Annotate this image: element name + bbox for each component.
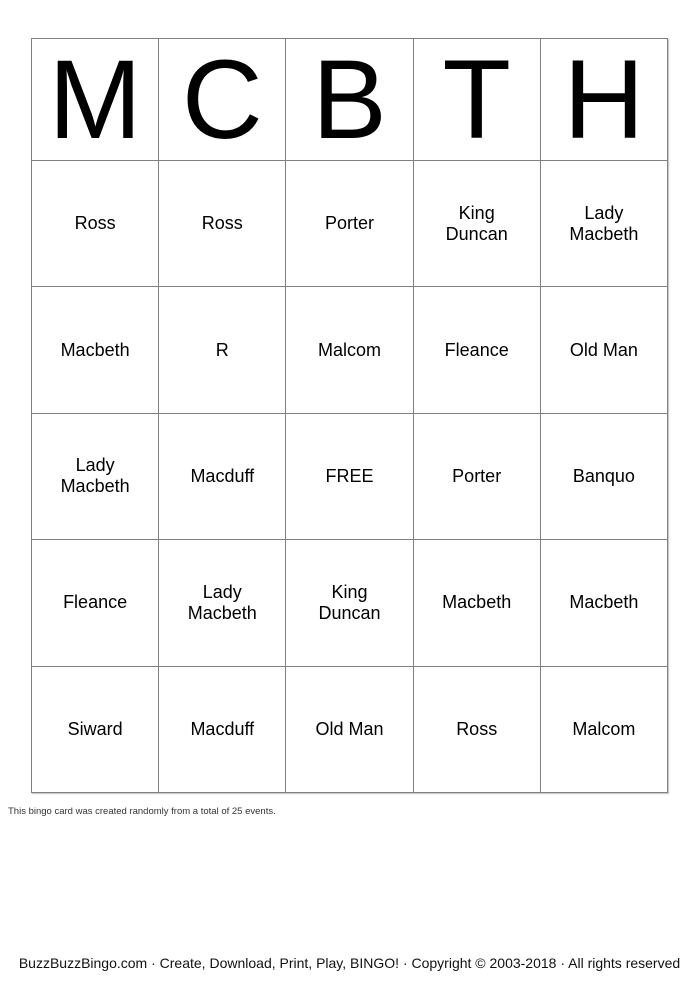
bingo-cell xyxy=(414,414,541,540)
bingo-cell-label: Fleance xyxy=(444,339,509,360)
bingo-cell-label: Malcom xyxy=(317,339,381,360)
bingo-cell xyxy=(414,161,541,287)
header-letter-t: T xyxy=(414,39,541,161)
bingo-cell xyxy=(541,414,668,540)
header-letter-m: M xyxy=(32,39,159,161)
bingo-cell-label: Lady Macbeth xyxy=(569,202,639,244)
header-letter-h: H xyxy=(541,39,668,161)
bingo-cell-label: Macbeth xyxy=(569,592,639,613)
bingo-cell xyxy=(159,667,286,793)
bingo-cell-label: Macduff xyxy=(190,465,255,486)
bingo-grid xyxy=(31,38,668,793)
bingo-cell-label: Macbeth xyxy=(442,592,512,613)
bingo-cell-label: Macduff xyxy=(190,718,255,739)
bingo-cell xyxy=(286,540,413,666)
bingo-cell xyxy=(32,414,159,540)
bingo-cell-label: R xyxy=(215,339,229,360)
bingo-cell-label: Ross xyxy=(456,718,498,739)
bingo-cell-label: Lady Macbeth xyxy=(187,581,257,623)
bingo-cell-label: Old Man xyxy=(569,339,638,360)
bingo-cell xyxy=(159,540,286,666)
bingo-cell xyxy=(286,287,413,413)
footer-credit: BuzzBuzzBingo.com · Create, Download, Print, Play, BINGO! · Copyright © 2003-2018 · All rights reserved xyxy=(18,955,681,971)
bingo-cell-label: Macbeth xyxy=(60,339,130,360)
bingo-cell xyxy=(159,414,286,540)
bingo-cell xyxy=(541,540,668,666)
bingo-cell xyxy=(32,161,159,287)
bingo-cell xyxy=(32,540,159,666)
bingo-cell-label: Ross xyxy=(201,213,243,234)
bingo-cell xyxy=(32,287,159,413)
bingo-cell xyxy=(286,667,413,793)
bingo-cell xyxy=(414,540,541,666)
bingo-cell-label: Banquo xyxy=(572,465,635,486)
bingo-cell-label: King Duncan xyxy=(445,202,508,244)
bingo-cell xyxy=(541,287,668,413)
bingo-cell xyxy=(32,667,159,793)
bingo-cell xyxy=(541,667,668,793)
bingo-cell xyxy=(286,161,413,287)
bingo-cell xyxy=(541,161,668,287)
bingo-cell-label: Ross xyxy=(74,213,116,234)
header-letter-b: B xyxy=(286,39,413,161)
bingo-cell-label: Old Man xyxy=(315,718,384,739)
bingo-cell-label: Lady Macbeth xyxy=(60,455,130,497)
bingo-cell xyxy=(414,287,541,413)
bingo-cell-label: Siward xyxy=(67,718,123,739)
bingo-cell-label: Porter xyxy=(452,465,502,486)
bingo-cell-label: Malcom xyxy=(572,718,636,739)
bingo-cell-label: King Duncan xyxy=(318,581,381,623)
bingo-cell xyxy=(159,161,286,287)
bingo-cell xyxy=(159,287,286,413)
generation-note: This bingo card was created randomly from a total of 25 events. xyxy=(8,806,276,817)
bingo-cell xyxy=(414,667,541,793)
bingo-cell-label: Fleance xyxy=(63,592,128,613)
bingo-cell-label: Porter xyxy=(324,213,374,234)
header-letter-c: C xyxy=(159,39,286,161)
bingo-cell-free xyxy=(286,414,413,540)
bingo-cell-label: FREE xyxy=(325,465,374,486)
